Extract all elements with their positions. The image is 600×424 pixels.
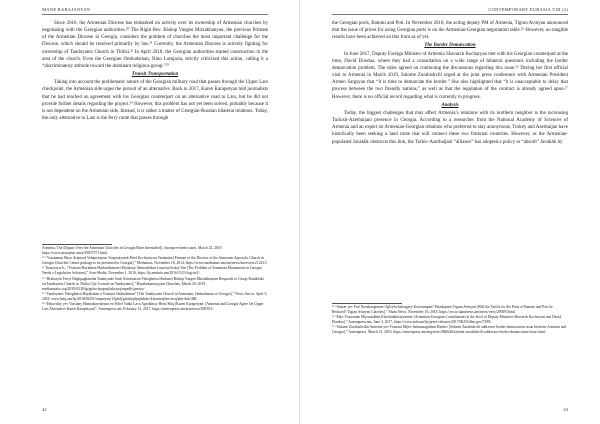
- footnote: ²⁰ “Vrastanum Hayu Arajnord Vehapetutyun Vorpisutyamb Petel Kechiyatyun Vardanian [Primate of the Diocese of the Armenian Apostolic Church in Georgia Churches’ return package to be presented to Georgia],” Mediamax, November 18, 2014, https://www.mediamax.am/am/news/interviews/12211/.: [42, 256, 268, 266]
- paragraph: Since 2016, the Armenian Diocese has embarked on activity over its ownership of Armenian churches by negotiating with the Georgian authorities.²⁰ The Right Rev. Bishop Vazgen Mirzakhanyan, the previous Primate of the Armenian Diocese in Georgia, considers the problem of churches the most important challenge for the Diocese, which should be resolved primarily by law.²¹ Currently, the Armenian Diocese is actively fighting for ownership of Tandoyants Church in Tbilisi.²² In April 2018, the Georgian authorities started construction in the area of the church. Even the Georgian Ombudsman, Nino Lomjaria, strictly criticized this action, calling it a “discriminatory attitude toward the dominant religious group.”²³: [42, 21, 268, 69]
- footnote: ²⁶ “Hay-Vrastanian Mijeurtakhin Khorhrdaktsutyunner [Armenian-Georgian Consultations at the level of Deputy Ministers Shavarsh Kocharyan and David Dondua],” Armenpress.am, June 3, 2017, https://www.mfa.am/hy/press-releases/2017/06/03/dfm-geo/7398/.: [332, 315, 562, 325]
- footnote: Armenia, The Dispute Over the Armenian Churches in Georgia Have Intensified], choraps-evheds-xuses, March 22, 2019, https://www.azatutyun.am/a/29837571.html.: [42, 246, 223, 256]
- footnote: ²¹ Tavaryayn A., “Vrastani Haykakan Hushardzanneri Khaskuty Omtoubeltan Lusavan Kukiy Um [The Problem of Armenian Monuments in Georgia Needs a Legislative Solution],” Arm-Media, November 1, 2016, https://ly.arminfo.am/2016/11/01/tag-in/1/.: [42, 266, 262, 276]
- header-rule-right: [332, 14, 568, 15]
- section-heading: Transit Transportation: [131, 72, 179, 78]
- footnote: ²³ “Tandoyants Yekeghetsu Hayakakan u Vrastani Ombudsman” [The Tandoyants Church in Armenian, Ombudsman of Georgia],” News.Am.ru, April 5, 2018, www.hetq.am/hy/2018/04/05/vhapatyeq/1/lghdj/gdcrbiqdpqdxbrbr/4/mniteajbin-aerq/akh-dub/468.: [42, 291, 268, 301]
- left-body-text: [42, 20, 268, 122]
- footnote: ²⁵ “Sanrer yev Poti Navahangistner Oglvelu Saksagery Kotorumpen? Patashaneis Tigran Avinyan [Will the Tariffs for the Ports of Batumi and Poti be Reduced? Tigran Avinyan Clarifies],” Shant News, November 16, 2018, https://www.shantnews.am/news/view/290391html.: [332, 305, 553, 315]
- paragraph: In June 2017, Deputy Foreign Minister of Armenia Shavarsh Kocharyan met with his Georgian counterpart at the time, David Dondua, where they had a consultation on a wide range of bilateral questions including the border demarcation problem. The sides agreed on continuing the discussions regarding this issue.²⁶ During her first official visit to Armenia in March 2019, Salome Zurabishvili urged at the joint press conference with Armenian President Armen Sargsyan that “it is time to demarcate the border.” She also highlighted that “it is unacceptable to delay that process between the two friendly nations,” as well as that the regulation of the contract is already agreed upon.²⁷ However, there is no official record regarding what is currently in progress.: [332, 51, 568, 100]
- page-number-left: 42: [42, 407, 47, 412]
- page-number-right: 43: [563, 407, 568, 412]
- running-head-right: CONTEMPORARY EURASIA VIII (2): [488, 7, 568, 12]
- footnote-rule-right: [332, 303, 402, 304]
- footnote-rule-left: [42, 244, 112, 245]
- left-footnotes: [42, 246, 268, 312]
- right-page: [300, 0, 600, 424]
- footnote: ²² “Hrabaryin Tertyi Haghpaghanoha Tandoyants Surb Astvatsatsin Yekeghetsu Hasham [Bishop Vazgen Mirzakhanyan Responds to Giorgi Kandelaki on Tandoyants Church in Tbilisi City Council on Tandoyants],” Hayakakaniayq.am Churches, March 20, 2019, mediamaxhy.org/2019/03/20/grigoluchyapayltakyayq/mpedly/pmiyy/.: [42, 276, 264, 291]
- section-heading: The Border Demarcation: [424, 43, 476, 49]
- paragraph: the Georgian ports, Batumi and Poti. In November 2018, the acting deputy PM of Armenia, Tigran Avinyan announced that the issue of prices for using Georgian ports is on the Armenian-Georgian negotiation table.²⁵ However, no tangible results have been achieved on this front as of yet.: [332, 21, 568, 41]
- header-rule-left: [42, 14, 268, 15]
- section-heading: Analysis: [441, 102, 459, 108]
- right-footnotes: [332, 305, 568, 336]
- footnote: ²⁴ “Hatavishy yev Vrastany Hamadzaynutyun en Yeltel Vanki Lava Aptokinisy Hetsi Shiq [Karen Karapetyan: [Armenia and Georgia Agree On Upper Lars Alternative Karen Karapetyan]”, Armenpress.am, February 13, 2017, https://armenpress.am/arm/news/881851/.: [42, 302, 264, 312]
- paragraph: Taking into account the problematic nature of the Georgian military road that passes through the Upper Lars checkpoint, the Armenian side urges the pursuit of an alternative. Back in 2017, Karen Karapetyan told journalists that he had reached an agreement with his Georgian counterpart on an alternative road to Lars, but he did not provide further details regarding the project.²⁴ However, this problem has not yet been solved, probably because it is not dependent on the Armenian side. Instead, it is rather a matter of Georgian-Russian bilateral relations. Today, the only alternative to Lars is the ferry route that passes through: [42, 80, 268, 122]
- right-body-text: [332, 20, 568, 146]
- paragraph: Today, the biggest challenges that may affect Armenia’s relations with its northern neighbor is the increasing Turkish-Azerbaijani presence in Georgia. According to a researcher from the National Academy of Sciences of Armenia and an expert on Armenian-Georgian relations who preferred to stay anonymous, Turkey and Azerbaijan have historically been seeking a land route that will connect these two fraternal countries. However, as the Armenian-populated Javakhk obstructs this link, the Turkic-Azerbaijani “alliance” has adopted a policy to “absorb” Javakhk by: [332, 110, 568, 145]
- running-head-left: MANE BABAJANYAN: [42, 7, 91, 12]
- footnote: ²⁷ “Salome Zurabishvilin Armenia yev Vrastani Mijev Sahmanagitsum Harkov [Salome Zurabishvili addresses border demarcation issue between Armenia and Georgia],” Armenpress, March 13, 2019, https://armenpress.am/eng/news/966040/salome-zurabishvili-addresses-border-demarcation-issue.html.: [332, 325, 567, 335]
